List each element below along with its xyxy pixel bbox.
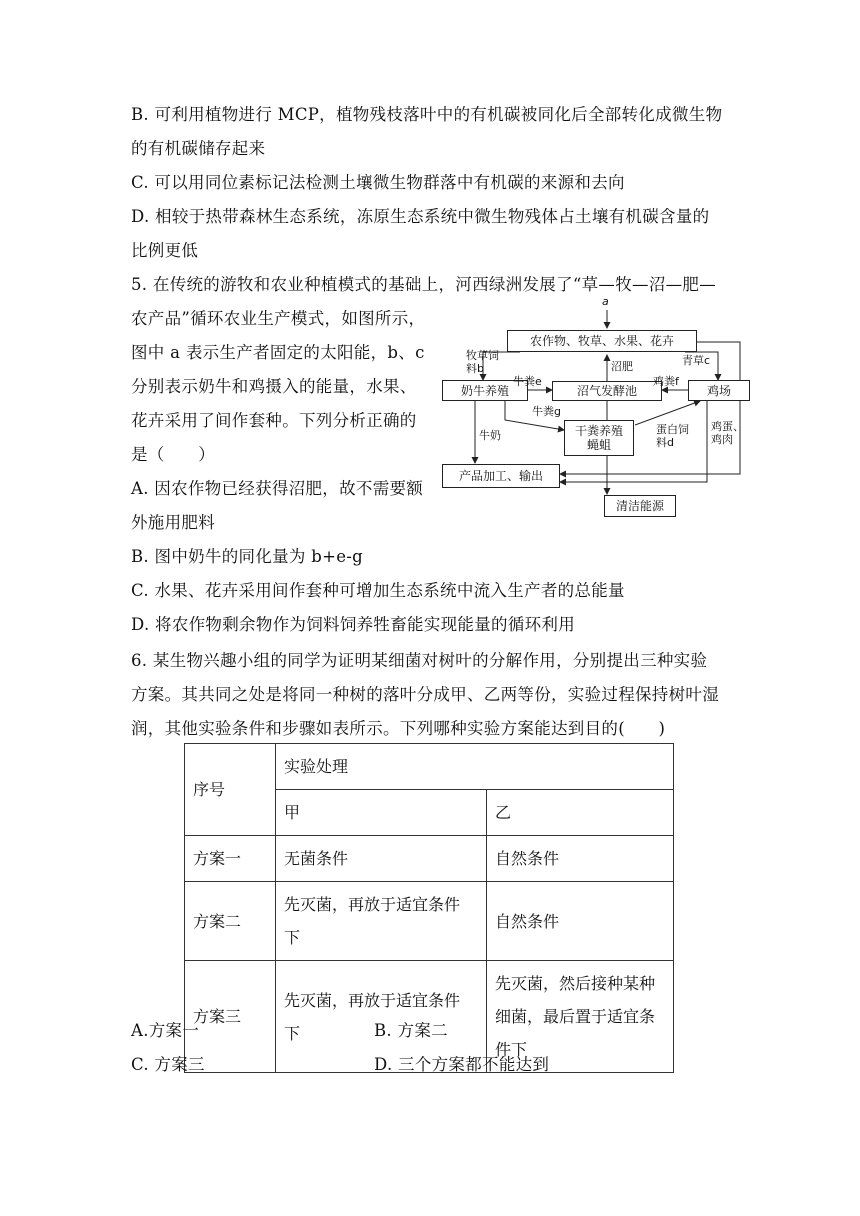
label-eggs-1: 鸡蛋、 — [711, 420, 744, 433]
option-4b-line2: 的有机碳储存起来 — [131, 139, 266, 158]
label-protein-1: 蛋白饲 — [656, 423, 689, 436]
label-feed-2: 料b — [466, 362, 484, 375]
option-6b: B. 方案二 — [374, 1021, 448, 1040]
question-5-line5: 花卉采用了间作套种。下列分析正确的 — [131, 411, 417, 430]
row-jia-line2: 下 — [284, 1023, 301, 1043]
label-cow-dung-g: 牛粪g — [532, 405, 561, 418]
header-number: 序号 — [185, 744, 276, 836]
option-5c: C. 水果、花卉采用间作套种可增加生态系统中流入生产者的总能量 — [131, 581, 625, 600]
node-crops: 农作物、牧草、水果、花卉 — [507, 330, 697, 352]
row-yi-line3: 件下 — [495, 1040, 528, 1059]
question-5-line3: 图中 a 表示生产者固定的太阳能，b、c — [131, 343, 425, 362]
row-jia-line1: 先灭菌，再放于适宜条件 — [284, 990, 461, 1010]
option-6c: C. 方案三 — [131, 1055, 205, 1074]
row-yi-line2: 细菌，最后置于适宜条 — [495, 1007, 656, 1026]
option-4b-line1: B. 可利用植物进行 MCP，植物残枝落叶中的有机碳被同化后全部转化成微生物 — [131, 105, 723, 124]
label-eggs-2: 鸡肉 — [711, 433, 733, 446]
label-chicken-dung: 鸡粪f — [653, 375, 679, 388]
node-maggots — [564, 420, 634, 456]
row-jia-line1: 先灭菌，再放于适宜条件 — [284, 895, 461, 914]
option-4d-line2: 比例更低 — [131, 241, 199, 260]
option-5a-line1: A. 因农作物已经获得沼肥，故不需要额 — [131, 479, 424, 498]
question-6-line3: 润，其他实验条件和步骤如表所示。下列哪种实验方案能达到目的( ) — [131, 719, 666, 738]
node-chicken: 鸡场 — [688, 380, 750, 401]
label-grass: 青草c — [682, 354, 711, 367]
question-5-line2: 农产品”循环农业生产模式，如图所示， — [131, 309, 426, 328]
question-5-line4: 分别表示奶牛和鸡摄入的能量，水果、 — [131, 377, 417, 396]
question-6-line2: 方案。其共同之处是将同一种树的落叶分成甲、乙两等份，实验过程保持树叶湿 — [131, 685, 719, 704]
label-slurry: 沼肥 — [611, 360, 633, 373]
table-row — [185, 836, 674, 882]
node-maggots-line2: 蝇蛆 — [586, 438, 611, 452]
node-biogas: 沼气发酵池 — [552, 381, 662, 401]
row-jia: 无菌条件 — [276, 836, 487, 882]
node-products: 产品加工、输出 — [442, 464, 560, 488]
label-a: a — [602, 295, 609, 308]
option-6a: A.方案一 — [131, 1021, 200, 1040]
node-clean-energy: 清洁能源 — [604, 495, 676, 517]
row-yi: 自然条件 — [487, 836, 674, 882]
label-cow-dung-e: 牛粪e — [513, 375, 542, 388]
node-dairy: 奶牛养殖 — [442, 380, 528, 401]
row-jia-line2: 下 — [284, 928, 301, 947]
circular-agriculture-diagram — [430, 295, 750, 520]
question-6-line1: 6. 某生物兴趣小组的同学为证明某细菌对树叶的分解作用，分别提出三种实验 — [131, 651, 708, 670]
row-yi: 自然条件 — [487, 882, 674, 961]
option-4c: C. 可以用同位素标记法检测土壤微生物群落中有机碳的来源和去向 — [131, 173, 625, 192]
header-treatment: 实验处理 — [276, 744, 674, 790]
row-name: 方案一 — [185, 836, 276, 882]
question-5-line6: 是（ ） — [131, 445, 215, 464]
row-jia — [276, 882, 487, 961]
option-5d: D. 将农作物剩余物作为饲料饲养牲畜能实现能量的循环利用 — [131, 615, 576, 634]
header-jia: 甲 — [276, 790, 487, 836]
header-yi: 乙 — [487, 790, 674, 836]
option-6d: D. 三个方案都不能达到 — [374, 1055, 550, 1074]
table-row — [185, 882, 674, 961]
option-4d-line1: D. 相较于热带森林生态系统，冻原生态系统中微生物残体占土壤有机碳含量的 — [131, 207, 710, 226]
option-5a-line2: 外施用肥料 — [131, 513, 215, 532]
label-protein-2: 料d — [656, 436, 674, 449]
row-name: 方案三 — [185, 961, 276, 1073]
table-header-row — [185, 744, 674, 790]
option-5b: B. 图中奶牛的同化量为 b+e-g — [131, 547, 364, 566]
node-maggots-line1: 干粪养殖 — [574, 424, 623, 438]
row-yi-line1: 先灭菌，然后接种某种 — [495, 974, 656, 993]
question-5-line1: 5. 在传统的游牧和农业种植模式的基础上，河西绿洲发展了“草—牧—沼—肥— — [131, 275, 717, 294]
label-milk: 牛奶 — [479, 429, 501, 442]
label-feed-1: 牧草饲 — [466, 349, 499, 362]
row-name: 方案二 — [185, 882, 276, 961]
